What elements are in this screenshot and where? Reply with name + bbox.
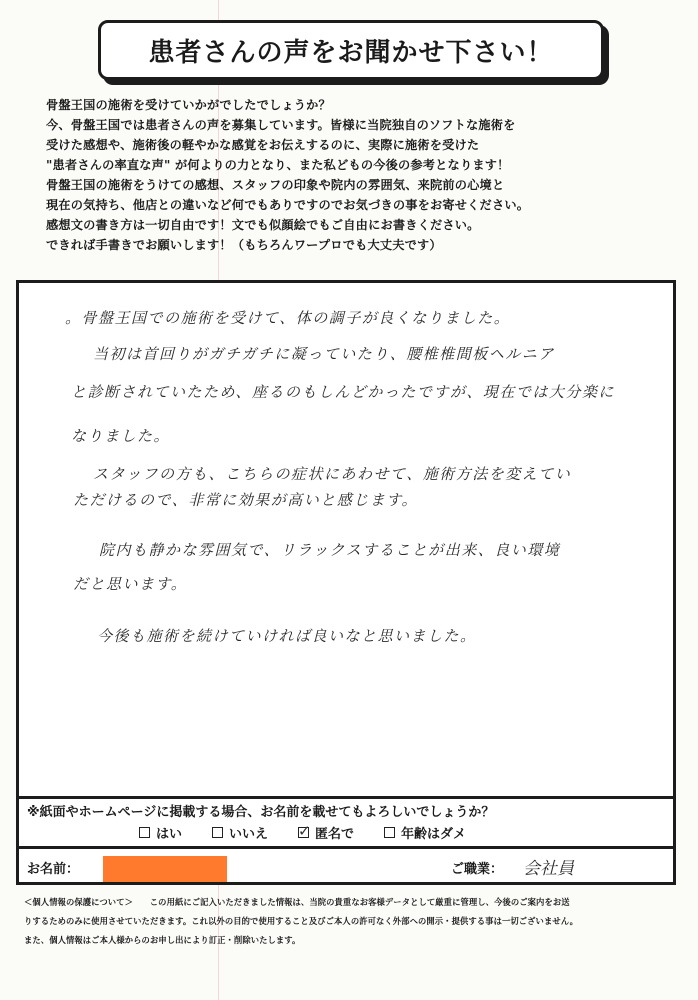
intro-line: 骨盤王国の施術を受けていかがでしたでしょうか？	[46, 98, 331, 112]
page-title: 患者さんの声をお聞かせ下さい！	[148, 37, 554, 68]
privacy-line: ＜個人情報の保護について＞ この用紙にご記入いただきました情報は、当院の貴重なお客様データとして厳重に管理し、今後のご案内をお送	[24, 897, 570, 907]
checkbox-anonymous[interactable]	[298, 827, 309, 838]
handwriting-line: スタッフの方も、こちらの症状にあわせて、施術方法を変えてい	[93, 465, 572, 483]
intro-line: 現在の気持ち、他店との違いなど何でもありですのでお気づきの事をお寄せください。	[46, 198, 530, 212]
option-yes[interactable]	[139, 823, 182, 842]
name-redaction	[103, 856, 227, 882]
intro-line: できれば手書きでお願いします！（もちろんワープロでも大丈夫です）	[46, 238, 442, 252]
name-row	[19, 846, 673, 885]
handwriting-line: だと思います。	[73, 575, 188, 593]
handwriting-line: 当初は首回りがガチガチに凝っていたり、腰椎椎間板ヘルニア	[93, 345, 555, 363]
handwriting-line: 院内も静かな雰囲気で、リラックスすることが出来、良い環境	[99, 541, 561, 559]
handwriting-line: 。骨盤王国での施術を受けて、体の調子が良くなりました。	[65, 309, 511, 327]
intro-line: 感想文の書き方は一切自由です！文でも似顔絵でもご自由にお書きください。	[46, 218, 480, 232]
option-no[interactable]	[212, 823, 268, 842]
handwriting-line: ただけるので、非常に効果が高いと感じます。	[73, 491, 419, 509]
handwriting-line: なりました。	[71, 427, 171, 445]
checkbox-yes[interactable]	[139, 827, 150, 838]
option-label: 匿名で	[315, 827, 355, 842]
intro-line: "患者さんの率直な声" が何よりの力となり、また私どもの今後の参考となります！	[46, 158, 510, 172]
option-no-age[interactable]	[384, 823, 466, 842]
name-label: お名前：	[27, 862, 80, 877]
handwriting-line: と診断されていたため、座るのもしんどかったですが、現在では大分楽に	[71, 383, 615, 401]
privacy-notice	[24, 893, 674, 950]
intro-text	[46, 95, 666, 255]
consent-options	[139, 823, 496, 842]
intro-line: 受けた感想や、施術後の軽やかな感覚をお伝えするのに、実際に施術を受けた	[46, 138, 480, 152]
privacy-line: また、個人情報はご本人様からのお申し出により訂正・削除いたします。	[24, 935, 301, 945]
handwriting-line: 今後も施術を続けていければ良いなと思いました。	[97, 627, 477, 645]
checkbox-no-age[interactable]	[384, 827, 395, 838]
option-label: いいえ	[229, 827, 269, 842]
title-box	[98, 20, 604, 80]
privacy-line: りするためのみに使用させていただきます。これ以外の目的で使用すること及びご本人の許可なく外部への開示・提供する事は一切ございません。	[24, 916, 579, 926]
intro-line: 骨盤王国の施術をうけての感想、スタッフの印象や院内の雰囲気、来院前の心境と	[46, 178, 505, 192]
occupation-value: 会社員	[523, 859, 574, 879]
consent-section	[19, 796, 673, 849]
option-label: はい	[156, 827, 183, 842]
option-anonymous[interactable]	[298, 823, 354, 842]
consent-question: ※紙面やホームページに掲載する場合、お名前を載せてもよろしいでしょうか？	[27, 805, 495, 820]
feedback-form	[16, 280, 676, 885]
checkbox-no[interactable]	[212, 827, 223, 838]
occupation-label: ご職業：	[451, 862, 504, 877]
intro-line: 今、骨盤王国では患者さんの声を募集しています。皆様に当院独自のソフトな施術を	[46, 118, 516, 132]
option-label: 年齢はダメ	[401, 827, 467, 842]
